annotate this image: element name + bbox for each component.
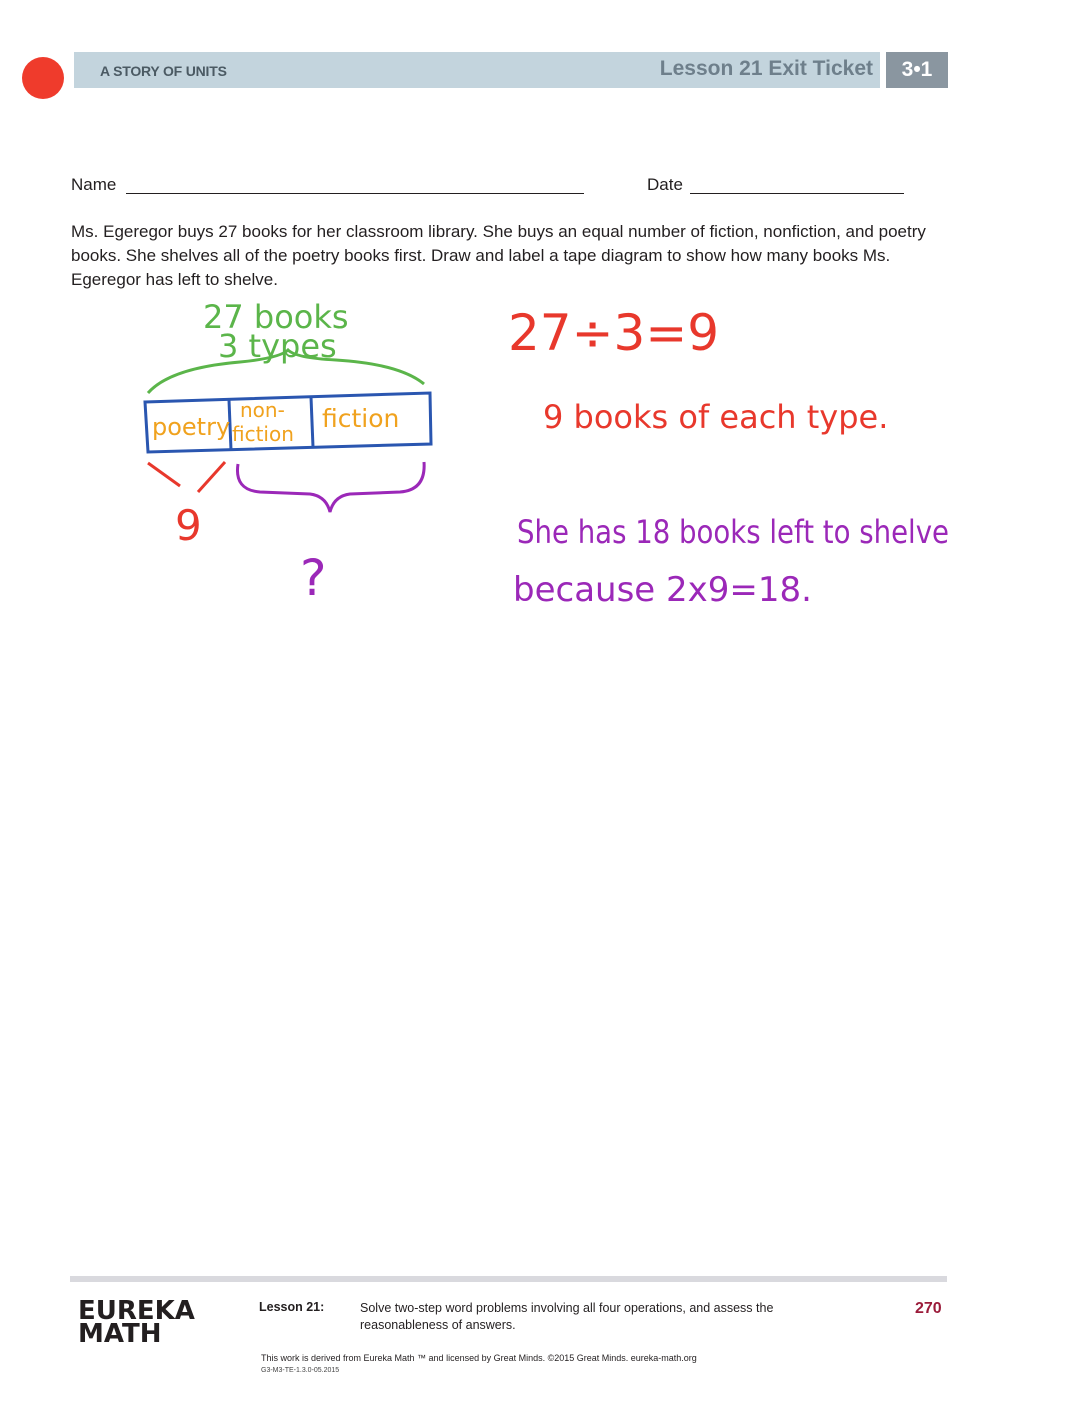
- module-badge: 3•1: [886, 52, 948, 88]
- page-number: 270: [915, 1300, 942, 1317]
- segment-poetry: poetry: [152, 413, 231, 441]
- segment-fiction: fiction: [322, 404, 400, 433]
- label-3-types: 3 types: [218, 327, 337, 365]
- division-equation: 27÷3=9: [508, 304, 720, 362]
- answer-line-1: She has 18 books left to shelve: [517, 513, 949, 551]
- footer-rule: [70, 1276, 947, 1282]
- date-label: Date: [647, 175, 683, 194]
- segment-fiction-part: fiction: [232, 422, 294, 446]
- each-type-statement: 9 books of each type.: [543, 398, 889, 436]
- footer-credit: This work is derived from Eureka Math ™ and licensed by Great Minds. ©2015 Great Minds. eureka-math.org: [261, 1353, 697, 1363]
- footer-code: G3-M3-TE-1.3.0-05.2015: [261, 1367, 340, 1374]
- answer-line-2: because 2x9=18.: [513, 570, 812, 610]
- poetry-value: 9: [175, 501, 202, 550]
- footer-lesson-label: Lesson 21:: [259, 1300, 325, 1314]
- tape-divider-2: [311, 397, 313, 447]
- eureka-math-logo: [78, 1296, 195, 1349]
- footer-lesson-description: Solve two-step word problems involving all four operations, and assess the reasonableness of answers.: [360, 1301, 774, 1332]
- lesson-title: Lesson 21 Exit Ticket: [659, 57, 873, 80]
- logo-line-1: EUREKA: [78, 1296, 195, 1326]
- name-label: Name: [71, 175, 117, 194]
- poetry-bracket: [148, 462, 225, 492]
- problem-text: Ms. Egeregor buys 27 books for her classroom library. She buys an equal number of fiction, nonfiction, and poetry books. She shelves all of the poetry books first. Draw and label a tape diagram to show how many books Ms. Egeregor has left to shelve.: [71, 222, 926, 289]
- logo-line-2: MATH: [78, 1319, 162, 1349]
- remaining-brace: [237, 462, 424, 512]
- series-title: A STORY OF UNITS: [100, 63, 227, 79]
- unknown-mark: ?: [300, 549, 327, 607]
- segment-non: non-: [240, 398, 285, 422]
- label-27-books: 27 books: [203, 298, 349, 336]
